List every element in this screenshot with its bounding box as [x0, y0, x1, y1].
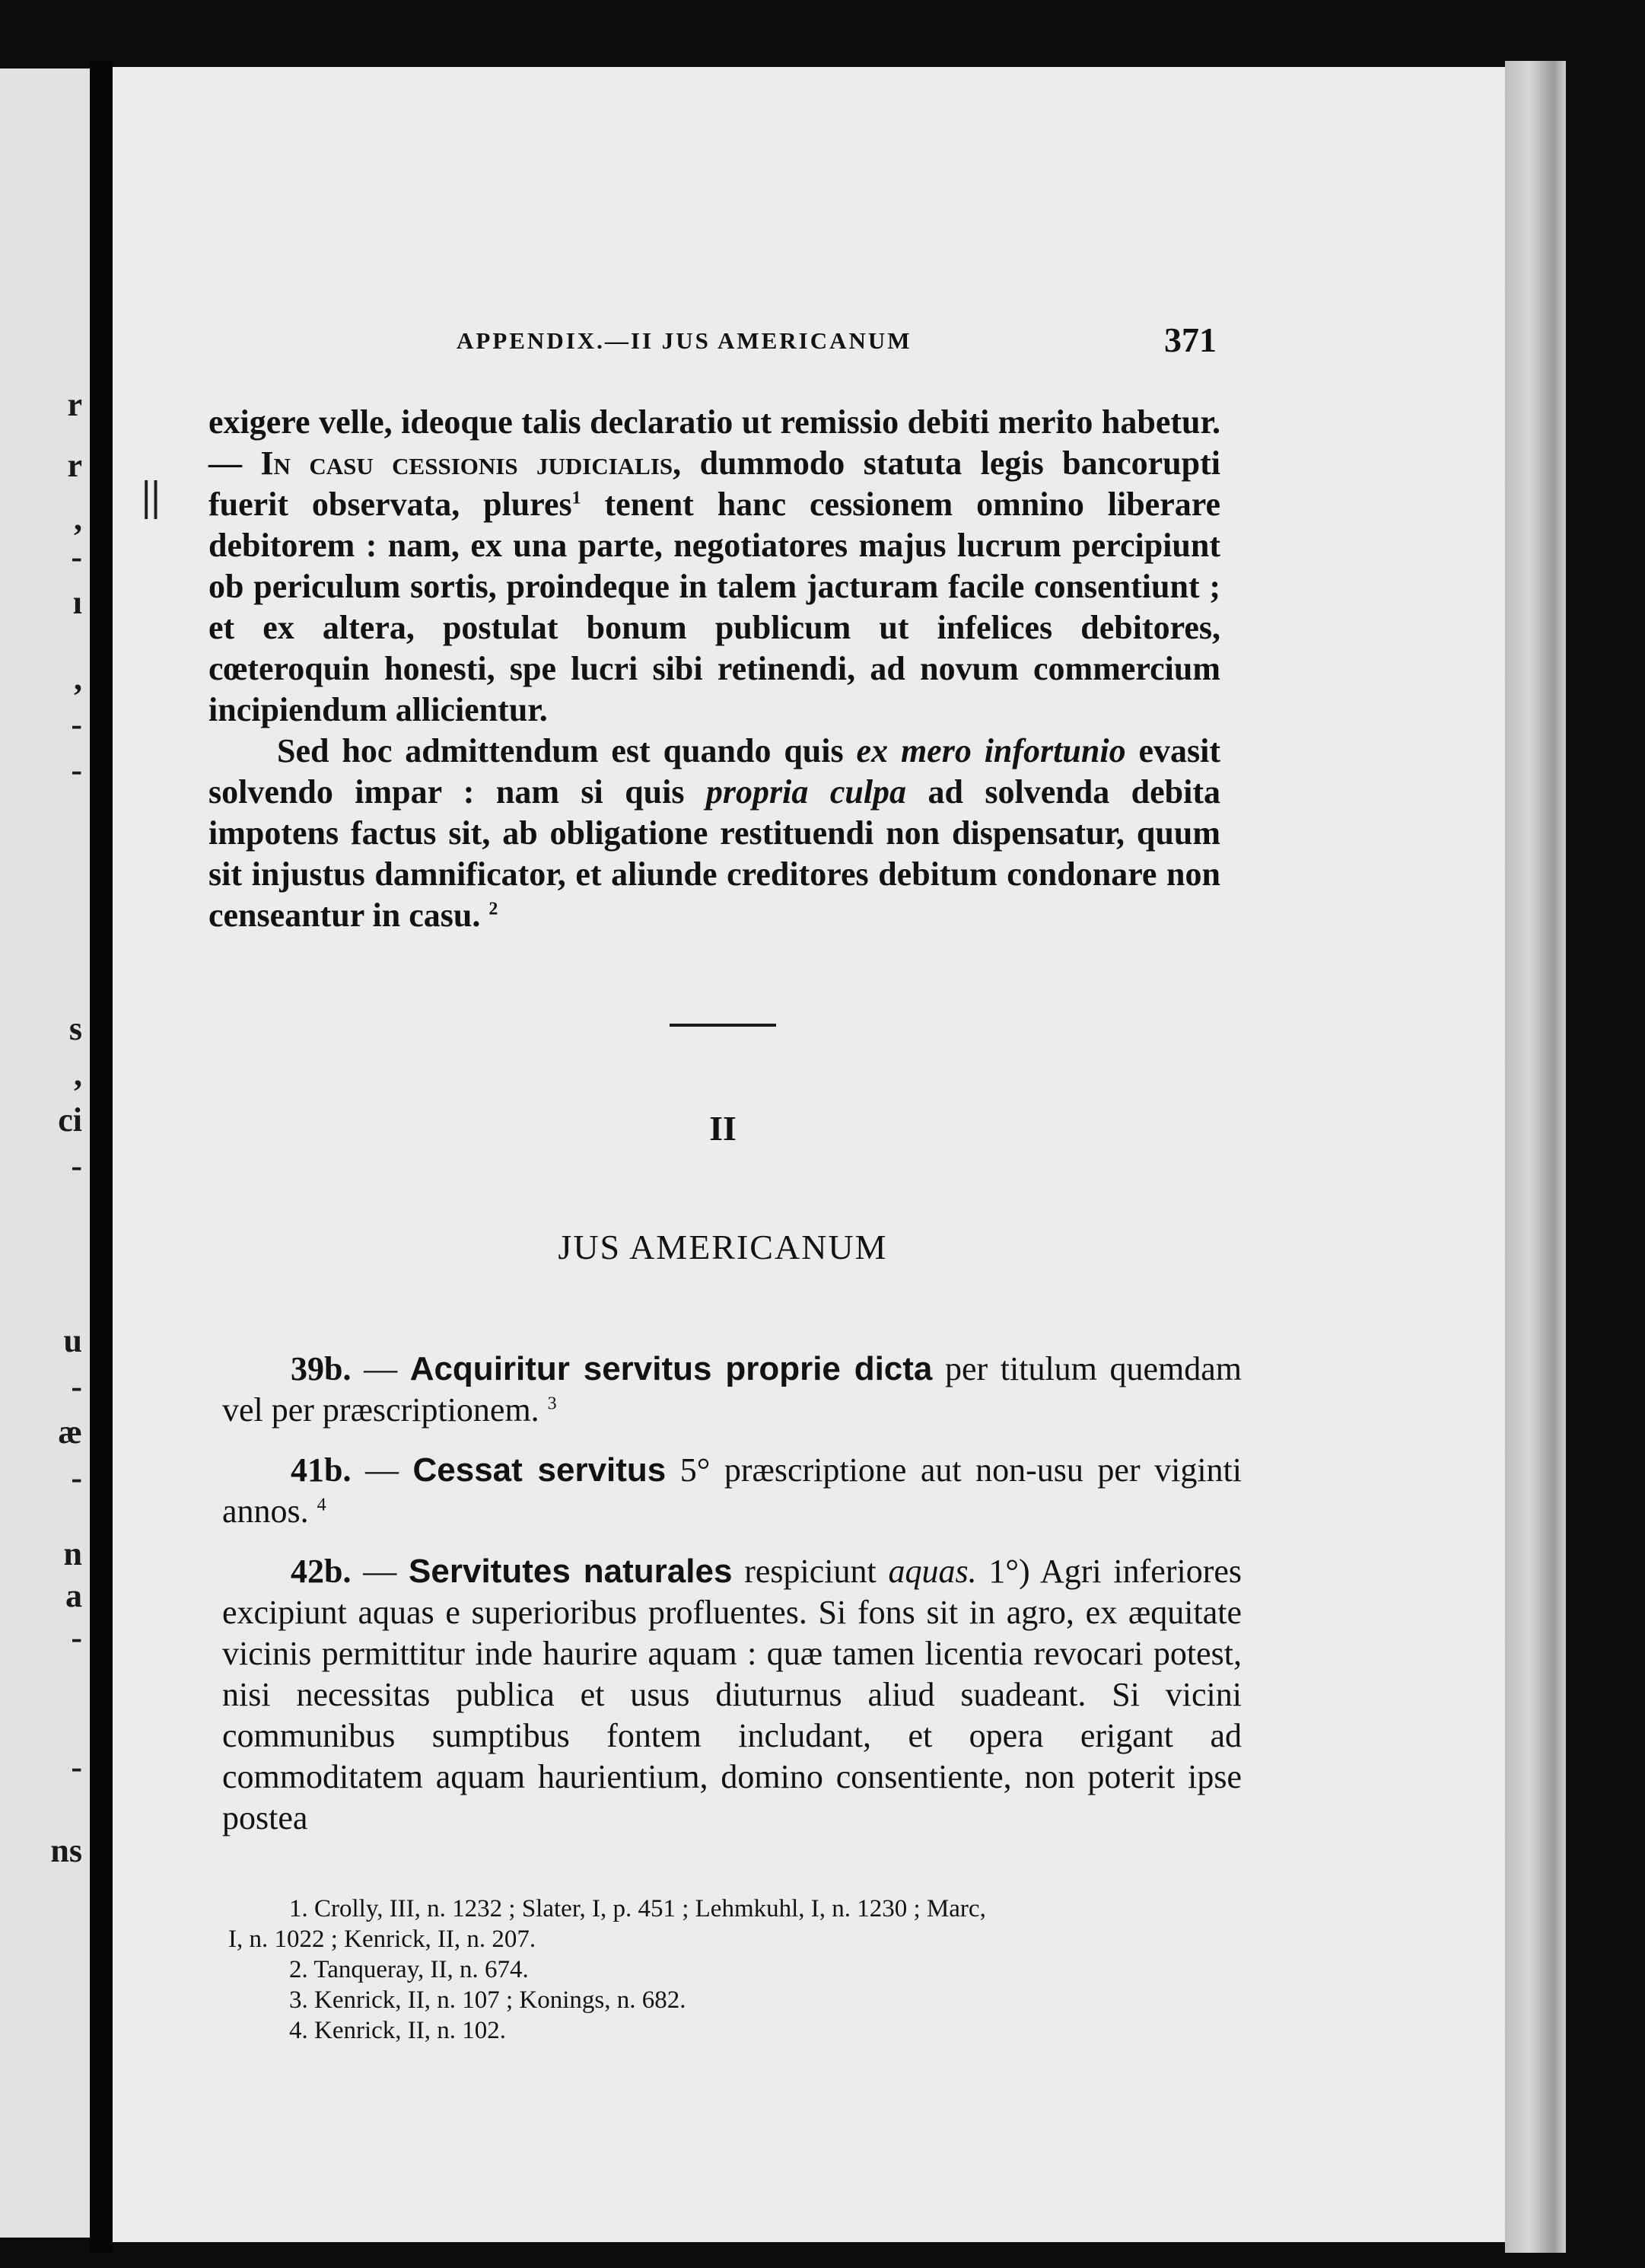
numbered-paragraph	[222, 1450, 1242, 1532]
bold-term: Acquiritur servitus proprie dicta	[409, 1350, 933, 1387]
section-numeral: II	[709, 1109, 737, 1148]
footnote: 4. Kenrick, II, n. 102.	[289, 2017, 507, 2044]
left-page-fragment: u	[63, 1322, 82, 1359]
page-edge	[1505, 61, 1566, 2253]
footnote: 2. Tanqueray, II, n. 674.	[289, 1956, 529, 1983]
footnote-continuation: I, n. 1022 ; Kenrick, II, n. 207.	[228, 1926, 536, 1953]
paragraph-text: exigere velle, ideoque talis declaratio ut remissio debiti merito habetur. —	[208, 403, 1220, 482]
footnote-ref: 1	[571, 488, 581, 508]
paragraph-text: , dummodo statuta legis bancorupti fuerit observata, plures	[208, 444, 1220, 523]
running-head: APPENDIX.—II JUS AMERICANUM	[457, 327, 912, 354]
left-page-fragment: -	[71, 1459, 82, 1496]
paragraph-text: evasit solvendo impar : nam si quis	[208, 732, 1220, 811]
dash: —	[351, 1350, 410, 1387]
continuation-paragraph	[208, 402, 1220, 731]
section-title: JUS AMERICANUM	[558, 1228, 888, 1266]
paragraph-text: per titulum quemdam vel per præscriptionem.	[222, 1350, 1242, 1429]
italic-phrase: aquas.	[888, 1553, 977, 1590]
left-page-fragment: -	[71, 1748, 82, 1785]
section-divider	[670, 1024, 776, 1027]
left-page-fragment: -	[71, 751, 82, 788]
paragraph-number: 42b.	[291, 1553, 352, 1590]
left-page-fragment: s	[68, 1010, 82, 1047]
left-page-fragment: æ	[58, 1413, 82, 1451]
paragraph	[208, 731, 1220, 936]
footnote-ref: 2	[488, 899, 498, 919]
left-page-fragment: -	[71, 1619, 82, 1656]
left-page-fragment: ,	[74, 1056, 82, 1093]
paragraph-number: 41b.	[291, 1451, 352, 1489]
paragraph-text: ad solvenda debita impotens factus sit, ab obligatione restituendi non dispensatur, quum sit injustus damnificator, et aliunde creditores debitum condonare non censeantur in casu.	[208, 773, 1221, 934]
italic-phrase: ex mero infortunio	[856, 732, 1126, 769]
paragraph-text: 5° præscriptione aut non-usu per viginti annos.	[222, 1451, 1242, 1530]
paragraph-number: 39b.	[291, 1350, 352, 1387]
bold-term: Servitutes naturales	[409, 1553, 733, 1590]
left-page-fragment: ns	[50, 1832, 82, 1869]
footnote: 3. Kenrick, II, n. 107 ; Konings, n. 682.	[289, 1986, 686, 2014]
left-page-fragment: r	[67, 447, 82, 484]
margin-annotation: ||	[142, 473, 161, 520]
paragraph-text: Sed hoc admittendum est quando quis	[277, 732, 857, 769]
smallcaps-heading: In casu cessionis judicialis	[260, 444, 673, 482]
left-page-fragment: ,	[74, 660, 82, 697]
page-number: 371	[1164, 320, 1217, 359]
paragraph-text: respiciunt	[732, 1553, 889, 1590]
left-page-fragment: -	[71, 538, 82, 575]
footnotes	[228, 1894, 1248, 2046]
left-page-fragment: r	[67, 386, 82, 423]
footnote-ref: 3	[547, 1394, 557, 1414]
book-gutter	[90, 61, 113, 2253]
left-page-fragment: ,	[74, 500, 82, 537]
left-page-fragment: a	[65, 1577, 82, 1614]
numbered-paragraph	[222, 1349, 1242, 1431]
left-page-fragment: ci	[58, 1101, 82, 1139]
left-page-fragment: -	[71, 1147, 82, 1184]
left-page-fragment: -	[71, 706, 82, 743]
paragraph-text: tenent hanc cessionem omnino liberare debitorem : nam, ex una parte, negotiatores majus lucrum percipiunt ob periculum sortis, proindeque in talem jacturam facile consentiunt ; et ex altera, postulat bonum publicum ut infelices debitores, cœteroquin honesti, spe lucri sibi retinendi, ad novum commercium incipiendum allicientur.	[208, 486, 1220, 728]
italic-phrase: propria culpa	[705, 773, 907, 811]
footnote: 1. Crolly, III, n. 1232 ; Slater, I, p. 451 ; Lehmkuhl, I, n. 1230 ; Marc,	[289, 1895, 986, 1922]
bold-term: Cessat servitus	[412, 1451, 667, 1489]
left-page-fragment: ı	[72, 584, 82, 621]
numbered-paragraph	[222, 1551, 1242, 1839]
left-facing-page	[0, 68, 90, 2238]
paragraph-text: 1°) Agri inferiores excipiunt aquas e superioribus profluentes. Si fons sit in agro, ex æquitate vicinis permittitur inde haurire aquam : quæ tamen licentia revocari potest, nisi necessitas publica et usus diuturnus aliud suadeant. Si vicini communibus sumptibus fontem includant, et opera erigant ad commoditatem aquam haurientium, domino consentiente, non poterit ipse postea	[222, 1553, 1242, 1836]
left-page-fragment: -	[71, 1368, 82, 1405]
footnote-ref: 4	[317, 1495, 326, 1515]
dash: —	[351, 1553, 409, 1590]
left-page-fragment: n	[63, 1535, 82, 1572]
dash: —	[351, 1451, 413, 1489]
